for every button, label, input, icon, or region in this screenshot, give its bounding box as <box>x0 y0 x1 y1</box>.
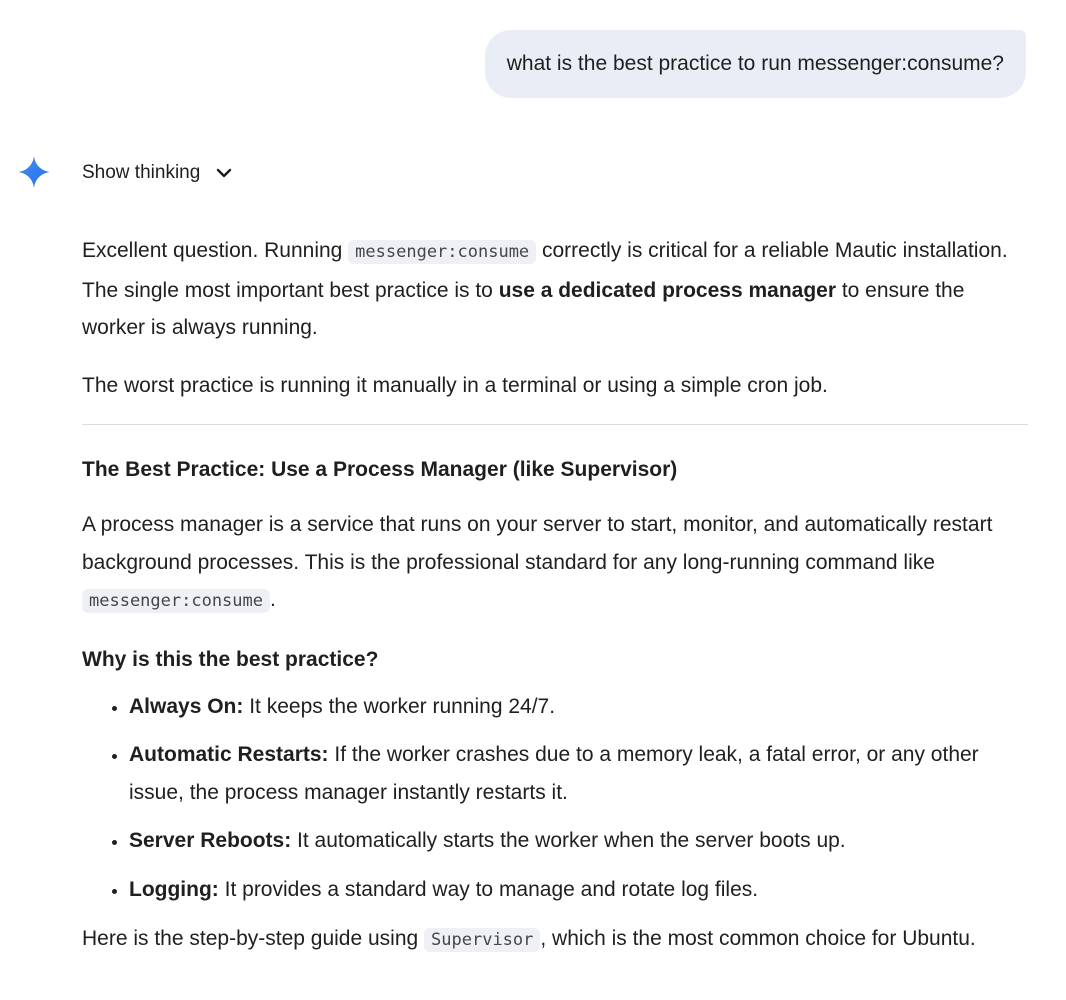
chevron-down-icon <box>214 163 234 183</box>
gemini-spark-icon <box>16 154 52 190</box>
intro-paragraph: Excellent question. Running messenger:consume correctly is critical for a reliable Mautic installation. The single most important best practice is to use a dedicated process manager to ensure the worker is always running. <box>82 239 1008 339</box>
section-heading: The Best Practice: Use a Process Manager (like Supervisor) <box>82 458 678 481</box>
guide-paragraph: Here is the step-by-step guide using Supervisor , which is the most common choice for Ubuntu. <box>82 927 976 950</box>
worst-practice-paragraph: The worst practice is running it manually in a terminal or using a simple cron job. <box>82 373 828 397</box>
list-item: • Logging: It provides a standard way to manage and rotate log files. <box>129 871 1028 909</box>
inline-code: messenger:consume <box>82 589 270 613</box>
inline-code: Supervisor <box>424 928 540 952</box>
show-thinking-label: Show thinking <box>82 162 201 183</box>
user-message-text: what is the best practice to run messenger:consume? <box>506 52 1004 75</box>
divider <box>82 424 1028 425</box>
process-manager-paragraph: A process manager is a service that runs on your server to start, monitor, and automatically restart background processes. This is the professional standard for any long-running command like messenger:consume . <box>82 513 993 611</box>
list-item: • Always On: It keeps the worker running 24/7. <box>129 688 1028 726</box>
why-heading: Why is this the best practice? <box>82 647 379 671</box>
list-item: • Automatic Restarts: If the worker crashes due to a memory leak, a fatal error, or any other issue, the process manager instantly restarts it. <box>129 736 1028 811</box>
show-thinking-toggle[interactable] <box>82 158 234 188</box>
user-message-bubble <box>485 30 1026 98</box>
response-body <box>82 232 1028 960</box>
benefits-list <box>82 688 1028 909</box>
inline-code: messenger:consume <box>348 240 536 264</box>
list-item: • Server Reboots: It automatically starts the worker when the server boots up. <box>129 822 1028 860</box>
